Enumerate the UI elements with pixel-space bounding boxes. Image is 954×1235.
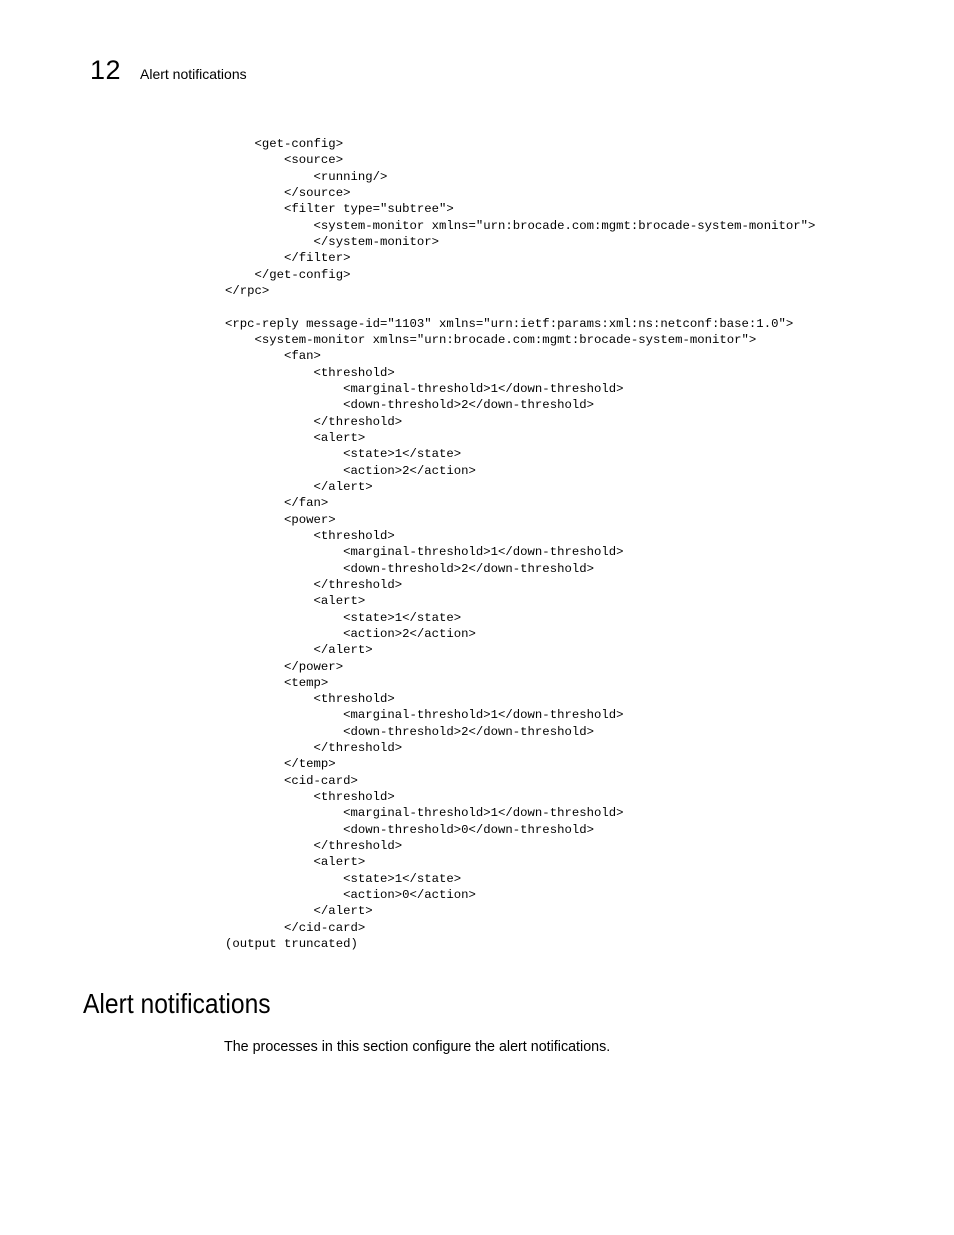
section-heading: Alert notifications (83, 988, 271, 1019)
code-line: <rpc-reply message-id="1103" xmlns="urn:ietf:params:xml:ns:netconf:base:1.0"> (225, 316, 794, 331)
code-line: </get-config> (225, 267, 351, 282)
code-line: <down-threshold>2</down-threshold> (225, 561, 594, 576)
code-line: <state>1</state> (225, 447, 462, 462)
code-line: (output truncated) (225, 937, 358, 952)
code-line: <marginal-threshold>1</down-threshold> (225, 381, 624, 396)
code-line: </cid-card> (225, 920, 366, 935)
code-line (225, 299, 925, 315)
code-line: <running/> (225, 169, 388, 184)
code-line: <down-threshold>2</down-threshold> (225, 398, 594, 413)
code-line: <state>1</state> (225, 610, 462, 625)
code-line: </power> (225, 659, 344, 674)
code-line: <system-monitor xmlns="urn:brocade.com:mgmt:brocade-system-monitor"> (225, 218, 816, 233)
code-line: <threshold> (225, 528, 395, 543)
code-line: <filter type="subtree"> (225, 202, 454, 217)
code-line: </alert> (225, 479, 373, 494)
code-line: <system-monitor xmlns="urn:brocade.com:mgmt:brocade-system-monitor"> (225, 332, 757, 347)
code-line: <alert> (225, 430, 366, 445)
code-line: </system-monitor> (225, 234, 440, 249)
code-line: <action>2</action> (225, 463, 476, 478)
code-line: <cid-card> (225, 773, 358, 788)
code-line: </fan> (225, 496, 329, 511)
code-line: <action>2</action> (225, 626, 476, 641)
code-line: </alert> (225, 904, 373, 919)
code-line: <power> (225, 512, 336, 527)
code-line: <threshold> (225, 365, 395, 380)
code-line: <threshold> (225, 692, 395, 707)
code-line: </threshold> (225, 414, 403, 429)
code-line: <down-threshold>2</down-threshold> (225, 724, 594, 739)
code-line: <temp> (225, 675, 329, 690)
code-line: <action>0</action> (225, 888, 476, 903)
code-line: <alert> (225, 855, 366, 870)
code-line: </filter> (225, 251, 351, 266)
code-line: <state>1</state> (225, 871, 462, 886)
code-line: </temp> (225, 757, 336, 772)
code-line: </threshold> (225, 839, 403, 854)
chapter-number: 12 (90, 55, 122, 85)
code-line: <marginal-threshold>1</down-threshold> (225, 806, 624, 821)
code-line: </threshold> (225, 577, 403, 592)
code-example (225, 136, 925, 952)
code-line: <get-config> (225, 137, 344, 151)
code-line: <down-threshold>0</down-threshold> (225, 822, 594, 837)
section-intro-text: The processes in this section configure the alert notifications. (224, 1039, 611, 1055)
code-line: </threshold> (225, 741, 403, 756)
code-line: </rpc> (225, 283, 270, 298)
code-line: <source> (225, 153, 344, 168)
code-line: </alert> (225, 643, 373, 658)
code-line: <threshold> (225, 790, 395, 805)
running-header-title: Alert notifications (140, 66, 247, 82)
code-line: </source> (225, 185, 351, 200)
code-line: <marginal-threshold>1</down-threshold> (225, 545, 624, 560)
code-line: <marginal-threshold>1</down-threshold> (225, 708, 624, 723)
code-line: <fan> (225, 349, 321, 364)
code-line: <alert> (225, 594, 366, 609)
